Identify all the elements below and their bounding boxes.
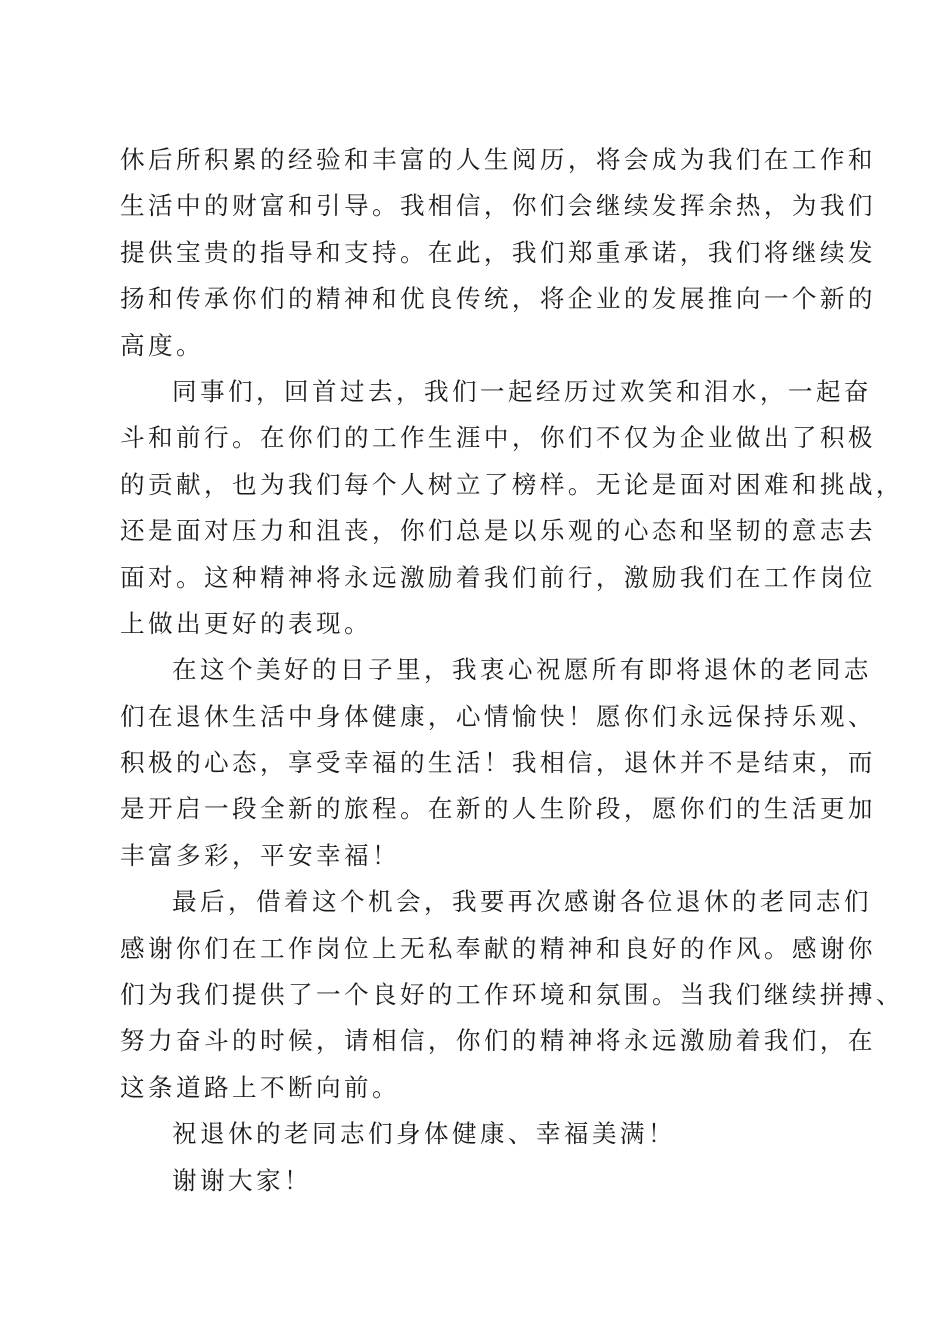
paragraph-start-line: 最后，借着这个机会，我要再次感谢各位退休的老同志们 [172,887,872,917]
text-line: 扬和传承你们的精神和优良传统，将企业的发展推向一个新的 [120,284,876,314]
text-line: 提供宝贵的指导和支持。在此，我们郑重承诺，我们将继续发 [120,237,876,267]
text-line: 丰富多彩，平安幸福！ [120,840,400,870]
text-line: 还是面对压力和沮丧，你们总是以乐观的心态和坚韧的意志去 [120,516,876,546]
text-line: 们在退休生活中身体健康，心情愉快！愿你们永远保持乐观、 [120,701,876,731]
paragraph-start-line: 同事们，回首过去，我们一起经历过欢笑和泪水，一起奋 [172,376,872,406]
text-line: 努力奋斗的时候，请相信，你们的精神将永远激励着我们，在 [120,1026,876,1056]
document-body [120,137,904,1204]
text-line: 这条道路上不断向前。 [120,1072,400,1102]
text-line: 休后所积累的经验和丰富的人生阅历，将会成为我们在工作和 [120,145,876,174]
text-line: 高度。 [120,330,204,360]
text-line: 的贡献，也为我们每个人树立了榜样。无论是面对困难和挑战， [120,469,904,499]
text-line: 是开启一段全新的旅程。在新的人生阶段，愿你们的生活更加 [120,794,876,824]
text-line: 斗和前行。在你们的工作生涯中，你们不仅为企业做出了积极 [120,423,876,453]
text-line: 感谢你们在工作岗位上无私奉献的精神和良好的作风。感谢你 [120,933,876,963]
paragraph-start-line: 在这个美好的日子里，我衷心祝愿所有即将退休的老同志 [172,655,872,685]
text-line: 积极的心态，享受幸福的生活！我相信，退休并不是结束，而 [120,748,876,778]
text-line: 们为我们提供了一个良好的工作环境和氛围。当我们继续拼搏、 [120,980,904,1010]
closing-line: 谢谢大家！ [172,1165,312,1195]
paragraph-start-line: 祝退休的老同志们身体健康、幸福美满！ [172,1119,676,1149]
text-line: 面对。这种精神将永远激励着我们前行，激励我们在工作岗位 [120,562,876,592]
text-line: 上做出更好的表现。 [120,608,372,638]
text-line: 生活中的财富和引导。我相信，你们会继续发挥余热，为我们 [120,191,876,221]
